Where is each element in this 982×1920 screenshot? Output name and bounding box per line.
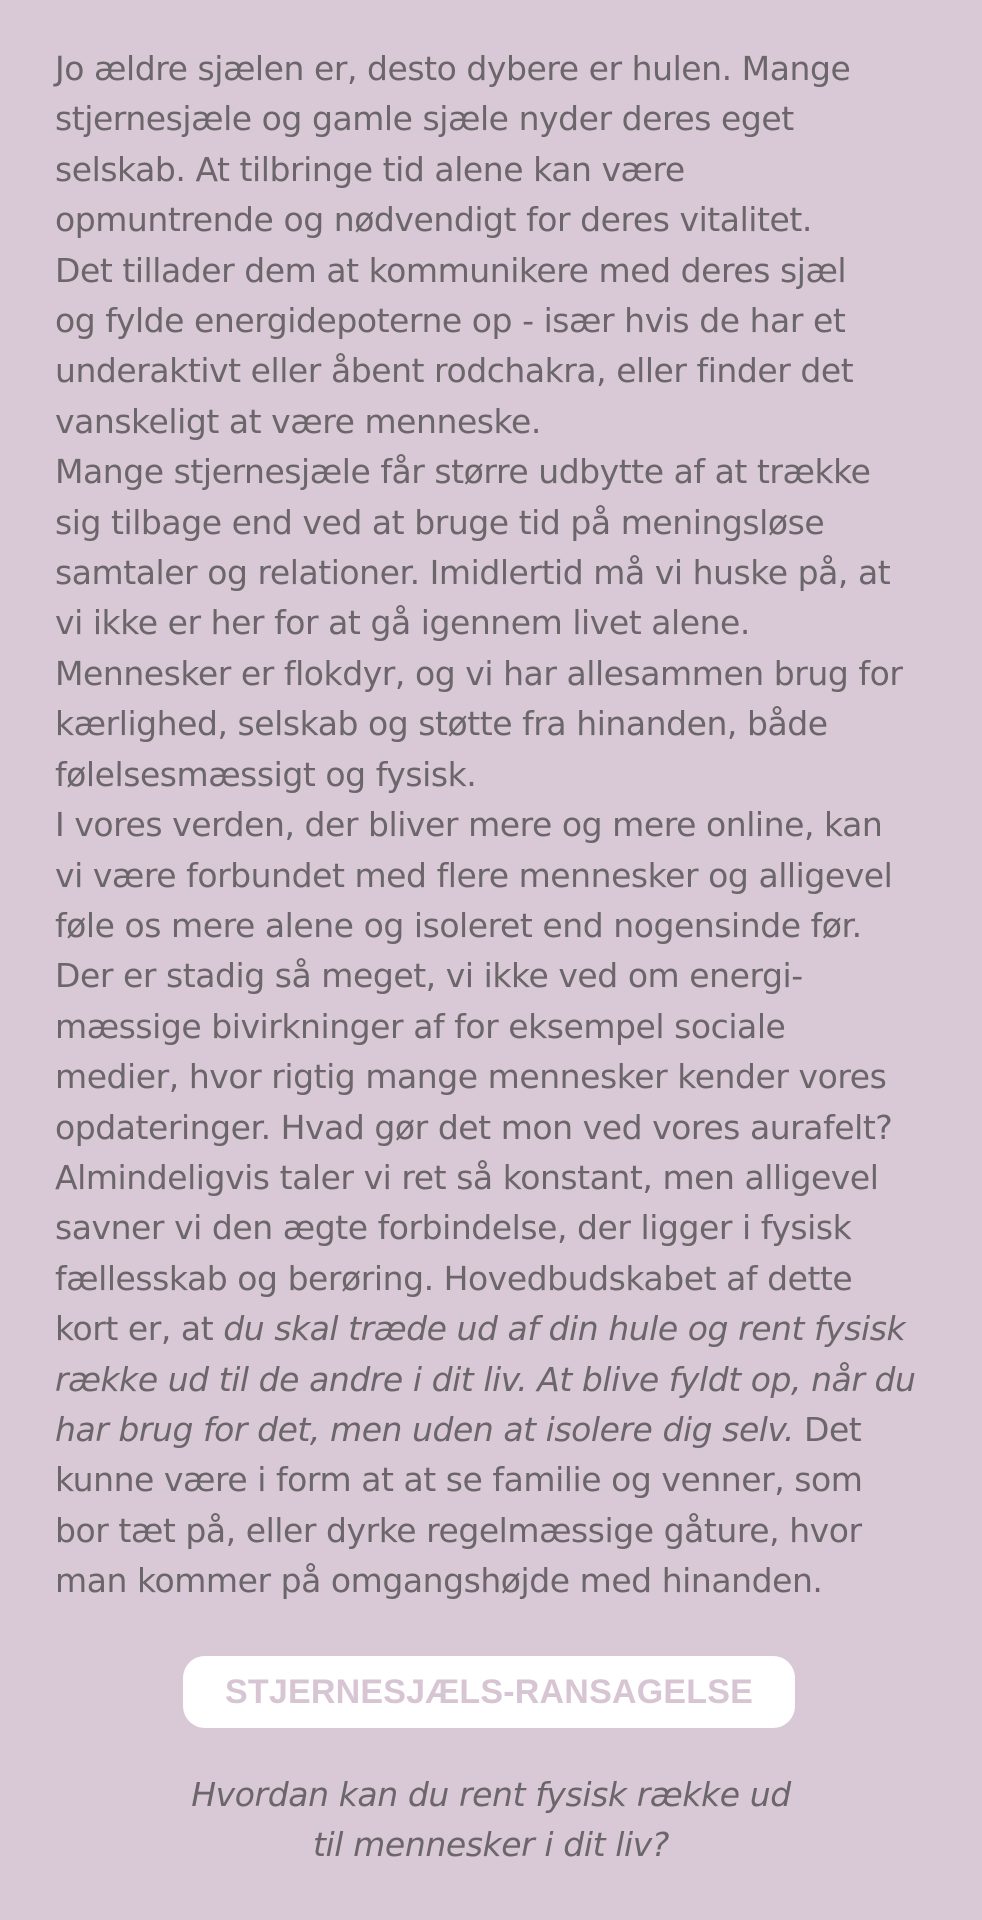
article-line: og fylde energidepoterne op - især hvis de har et [55, 301, 846, 341]
article-line: mæssige bivirkninger af for eksempel sociale [55, 1006, 786, 1046]
article-line: Det tillader dem at kommunikere med deres sjæl [55, 250, 847, 290]
article-line: kærlighed, selskab og støtte fra hinanden, både [55, 704, 828, 744]
article-text-emphasis: du skal træde ud af din hule og rent fysisk [223, 1309, 906, 1349]
article-line: man kommer på omgangshøjde med hinanden. [55, 1561, 823, 1601]
article-line: kunne være i form at at se familie og venner, som [55, 1460, 863, 1500]
article-line: medier, hvor rigtig mange mennesker kender vores [55, 1057, 887, 1097]
reflection-question-line: til mennesker i dit liv? [313, 1825, 669, 1864]
section-badge-label: STJERNESJÆLS-RANSAGELSE [225, 1672, 753, 1711]
article-line: vanskeligt at være menneske. [55, 401, 541, 441]
article-text-plain: kort er, at [55, 1309, 224, 1349]
article-line: stjernesjæle og gamle sjæle nyder deres eget [55, 99, 794, 139]
article-text-plain: Det [793, 1409, 862, 1449]
article-line: selskab. At tilbringe tid alene kan være [55, 149, 685, 189]
article-line-mixed [55, 1355, 942, 1405]
article-line: opmuntrende og nødvendigt for deres vitalitet. [55, 200, 812, 240]
article-line: I vores verden, der bliver mere og mere online, kan [55, 805, 883, 845]
article-text-emphasis: har brug for det, men uden at isolere dig selv. [55, 1409, 794, 1449]
article-line: Der er stadig så meget, vi ikke ved om energi- [55, 956, 803, 996]
article-line: opdateringer. Hvad gør det mon ved vores aurafelt? [55, 1107, 893, 1147]
article-line: føle os mere alene og isoleret end nogensinde før. [55, 905, 862, 945]
article-line: underaktivt eller åbent rodchakra, eller finder det [55, 351, 854, 391]
article-line: sig tilbage end ved at bruge tid på meningsløse [55, 502, 825, 542]
article-line: savner vi den ægte forbindelse, der ligger i fysisk [55, 1208, 852, 1248]
section-badge [183, 1656, 795, 1728]
reflection-question [0, 1770, 982, 1870]
article-line: følelsesmæssigt og fysisk. [55, 754, 477, 794]
article-line: vi være forbundet med flere mennesker og alligevel [55, 855, 893, 895]
article-line: fællesskab og berøring. Hovedbudskabet af dette [55, 1258, 853, 1298]
article-line: Almindeligvis taler vi ret så konstant, men alligevel [55, 1157, 879, 1197]
article-line: Mennesker er flokdyr, og vi har allesammen brug for [55, 653, 903, 693]
article-line: vi ikke er her for at gå igennem livet alene. [55, 603, 750, 643]
reflection-question-line: Hvordan kan du rent fysisk række ud [191, 1775, 791, 1814]
article-body [55, 44, 942, 1607]
article-line: bor tæt på, eller dyrke regelmæssige gåture, hvor [55, 1510, 862, 1550]
article-line: samtaler og relationer. Imidlertid må vi huske på, at [55, 553, 891, 593]
article-line-mixed [55, 1304, 942, 1354]
article-text-emphasis: række ud til de andre i dit liv. At blive fyldt op, når du [55, 1359, 916, 1399]
article-line: Mange stjernesjæle får større udbytte af at trække [55, 452, 871, 492]
article-line: Jo ældre sjælen er, desto dybere er hulen. Mange [55, 49, 851, 88]
article-line-mixed [55, 1405, 942, 1455]
